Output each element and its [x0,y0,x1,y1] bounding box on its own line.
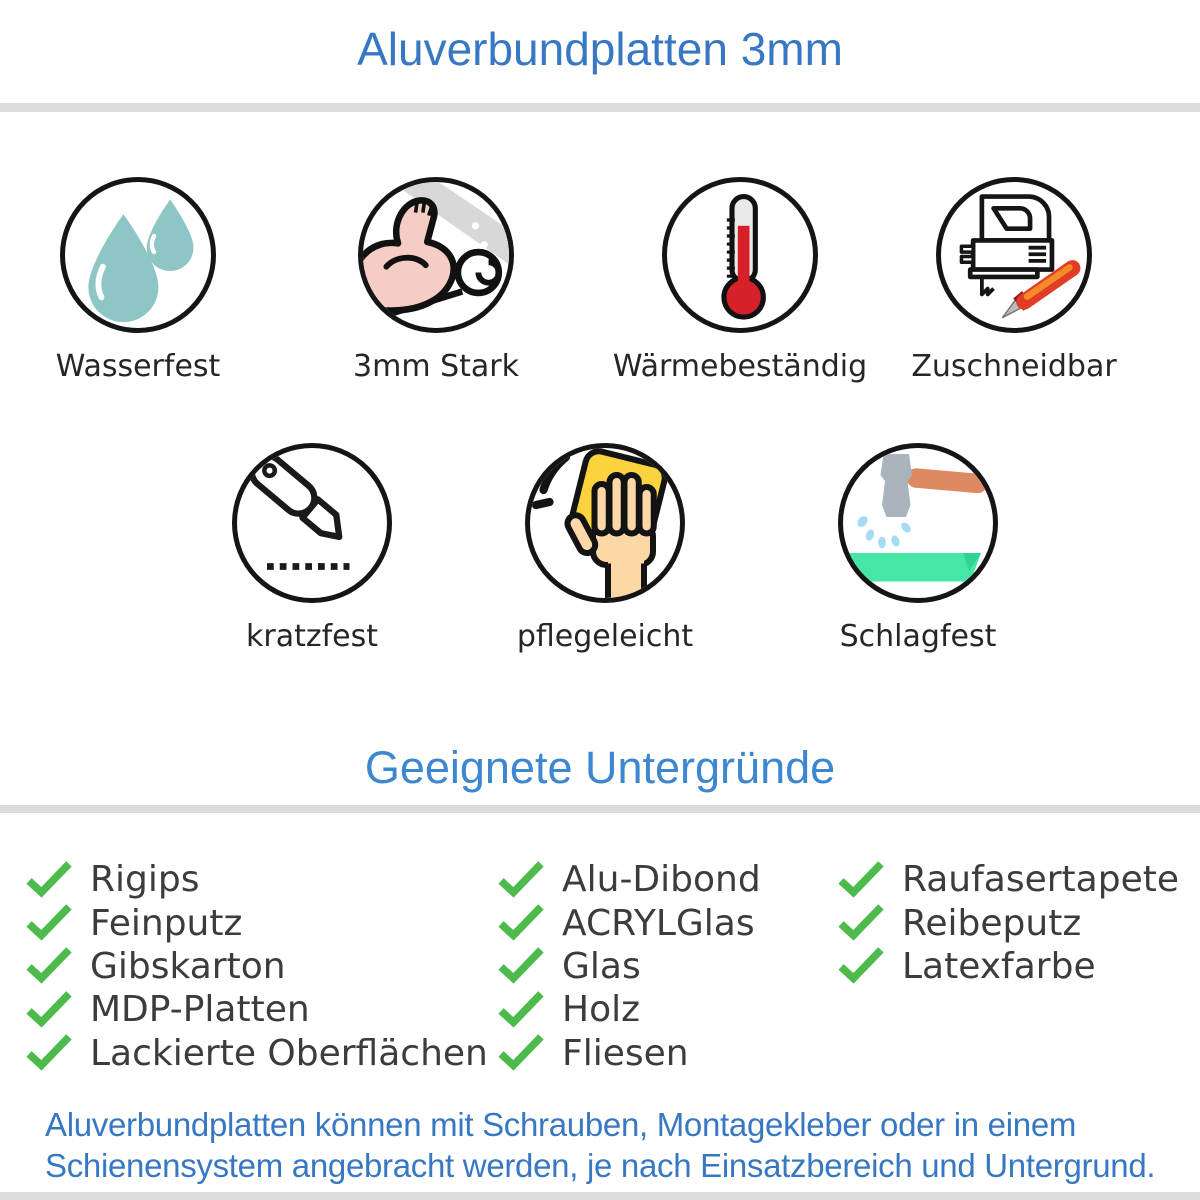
list-item [838,858,1179,901]
feature-circle [662,177,818,333]
list-item [498,988,761,1031]
feature-circle [358,177,514,333]
thermometer-icon [667,182,813,328]
section-divider [0,1192,1200,1200]
list-item [498,945,761,988]
section-divider [0,805,1200,813]
list-item [26,901,488,944]
check-icon [838,904,884,942]
list-item-label: ACRYLGlas [562,902,755,944]
feature-label: Zuschneidbar [911,349,1117,384]
list-item-label: Holz [562,989,640,1031]
list-item [498,1032,761,1075]
feature-circle [525,443,685,603]
mounting-note-line: Aluverbundplatten können mit Schrauben, Montagekleber oder in einem [45,1106,1077,1143]
section-divider [0,103,1200,112]
feature-label: Wasserfest [55,349,221,384]
check-icon [838,947,884,985]
list-item-label: Rigips [90,859,200,901]
list-item [26,858,488,901]
substrates-column-2 [498,858,761,1075]
check-icon [498,947,544,985]
check-icon [26,1034,72,1072]
water-drops-icon [65,182,211,328]
list-item [498,858,761,901]
substrates-column-1 [26,858,488,1075]
substrates-column-3 [838,858,1179,988]
list-item [26,988,488,1031]
list-item-label: Raufasertapete [902,859,1179,901]
page-title: Aluverbundplatten 3mm [357,23,843,75]
jigsaw-icon [941,182,1087,328]
feature-item-kratzfest [172,443,452,654]
check-icon [838,861,884,899]
list-item-label: Glas [562,945,641,987]
check-icon [26,991,72,1029]
hammer-icon [843,448,993,598]
feature-item-pflegeleicht [465,443,745,654]
feature-circle [936,177,1092,333]
list-item-label: MDP-Platten [90,989,310,1031]
check-icon [498,904,544,942]
check-icon [498,1034,544,1072]
feature-label: kratzfest [245,619,378,654]
muscle-arm-icon [363,182,509,328]
check-icon [498,861,544,899]
list-item-label: Alu-Dibond [562,859,761,901]
check-icon [26,904,72,942]
list-item-label: Reibeputz [902,902,1082,944]
check-icon [26,861,72,899]
feature-label: 3mm Stark [353,349,519,384]
mounting-note-line: Schienensystem angebracht werden, je nach Einsatzbereich und Untergrund. [45,1147,1156,1184]
feature-item-zuschneidbar [874,177,1154,384]
check-icon [498,991,544,1029]
feature-label: Schlagfest [839,619,997,654]
list-item-label: Gibskarton [90,945,286,987]
list-item [26,945,488,988]
mounting-note [45,1104,1185,1186]
feature-item-waermebestaendig [600,177,880,384]
list-item-label: Fliesen [562,1032,689,1074]
list-item [838,945,1179,988]
substrates-title: Geeignete Untergründe [364,742,836,793]
list-item [838,901,1179,944]
feature-circle [232,443,392,603]
list-item-label: Latexfarbe [902,945,1096,987]
utility-knife-icon [237,448,387,598]
feature-circle [60,177,216,333]
feature-item-3mm-stark [296,177,576,384]
cleaning-hand-icon [530,448,680,598]
feature-circle [838,443,998,603]
list-item [26,1032,488,1075]
check-icon [26,947,72,985]
feature-item-wasserfest [0,177,278,384]
list-item [498,901,761,944]
feature-label: Wärmebeständig [612,349,868,384]
feature-label: pflegeleicht [516,619,694,654]
list-item-label: Feinputz [90,902,243,944]
list-item-label: Lackierte Oberflächen [90,1032,488,1074]
feature-item-schlagfest [778,443,1058,654]
